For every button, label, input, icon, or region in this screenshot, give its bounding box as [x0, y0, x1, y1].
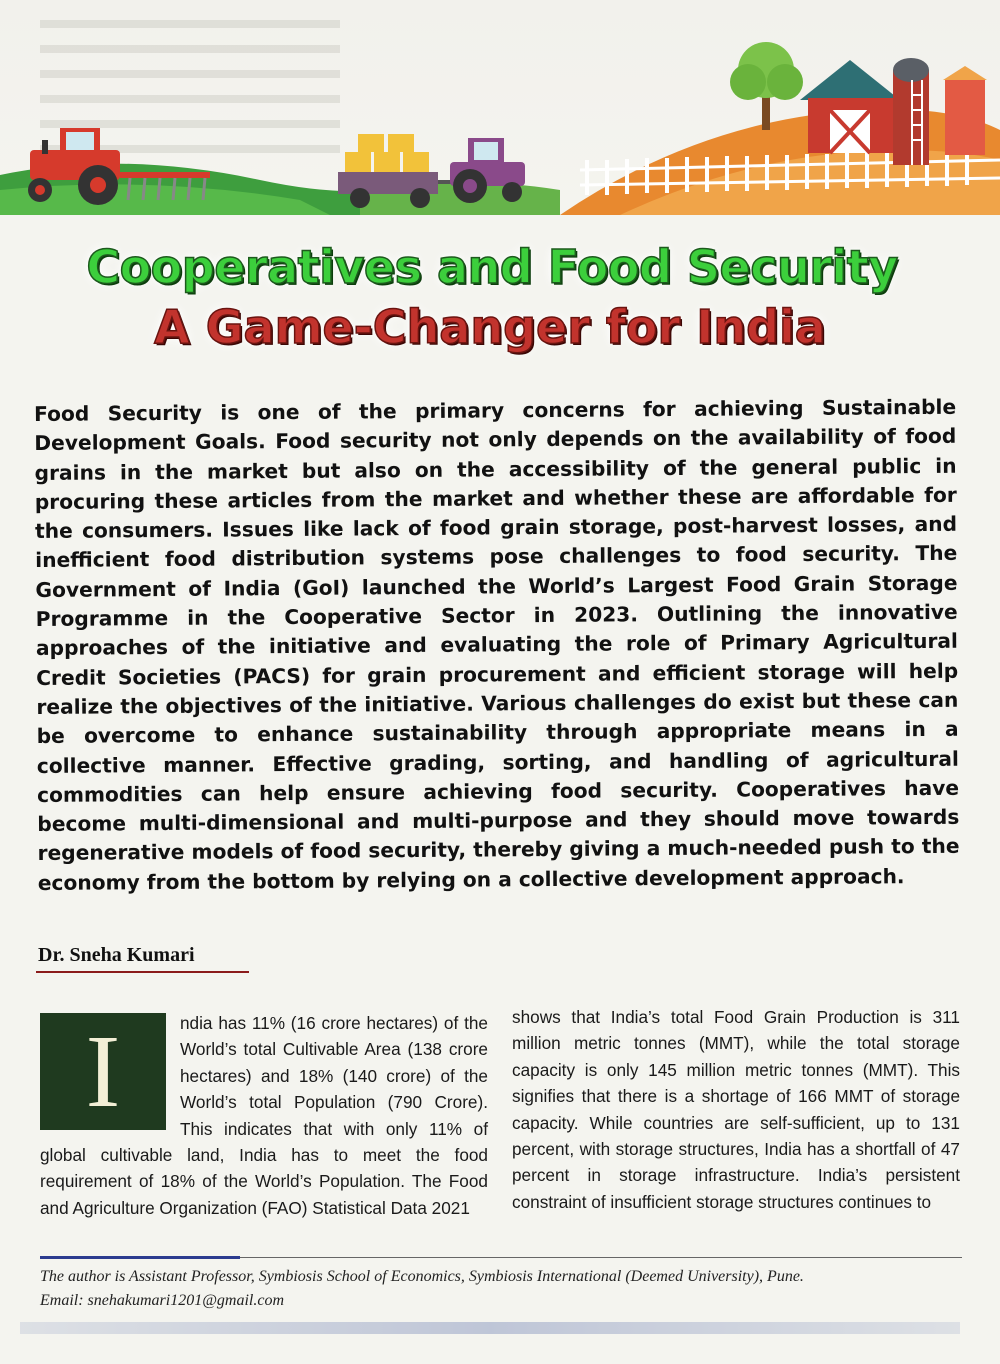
farm-scene-icon: [0, 0, 1000, 215]
author-email: Email: snehakumari1201@gmail.com: [40, 1292, 285, 1309]
article-title: [0, 240, 1000, 354]
footnote-accent-rule: [40, 1256, 240, 1259]
farm-banner-illustration: [0, 0, 1000, 215]
page-footer-band: [20, 1322, 960, 1334]
article-abstract: Food Security is one of the primary concerns for achieving Sustainable Development Goals. Food security not only depends on the availability of food grains in the market but also on the accessibility of the general public in procuring these articles from the market and whether these are affordable for the consumers. Issues like lack of food grain storage, post-harvest losses, and inefficient food distribution systems pose challenges to food security. The Government of India (GoI) launched the World’s Largest Food Grain Storage Programme in the Cooperative Sector in 2023. Outlining the innovative approaches of the initiative and evaluating the role of Primary Agricultural Credit Societies (PACS) for grain procurement and efficient storage will help realize the objectives of the initiative. Various challenges do exist but these can be overcome to enhance sustainability through appropriate means in a collective manner. Effective grading, sorting, and handling of agricultural commodities can help ensure achieving food security. Cooperatives have become multi-dimensional and multi-purpose and they should move towards regenerative models of food security, thereby giving a much-needed push to the economy from the bottom by relying on a collective development approach.: [34, 394, 960, 895]
author-footnote: [40, 1265, 970, 1313]
body-text-left: ndia has 11% (16 crore hectares) of the World’s total Cultivable Area (138 crore hectares) and 18% (140 crore) of the World’s total Population (790 Crore). This indicates that with only 11% of global cultivable land, India has to meet the food requirement of 18% of the World’s Population. The Food and Agriculture Organization (FAO) Statistical Data 2021: [40, 1013, 488, 1218]
title-line-2: A Game-Changer for India: [154, 300, 826, 354]
body-text-right: shows that India’s total Food Grain Production is 311 million metric tonnes (MMT), while the total storage capacity is only 145 million metric tonnes (MMT). This signifies that there is a shortage of 166 MMT of storage capacity. While countries are self-sufficient, up to 131 percent, with storage structures, India has a shortfall of 47 percent in storage infrastructure. India’s persistent constraint of insufficient storage structures continues to: [512, 1007, 960, 1212]
author-underline: [36, 971, 249, 973]
footnote-divider: [240, 1257, 962, 1258]
author-affiliation: The author is Assistant Professor, Symbiosis School of Economics, Symbiosis International (Deemed University), Pune.: [40, 1268, 804, 1285]
author-name: Dr. Sneha Kumari: [38, 944, 195, 966]
body-column-right: [512, 1004, 960, 1215]
drop-cap: I: [40, 1013, 166, 1130]
body-column-left: [40, 1010, 488, 1221]
title-line-1: Cooperatives and Food Security: [86, 240, 898, 294]
